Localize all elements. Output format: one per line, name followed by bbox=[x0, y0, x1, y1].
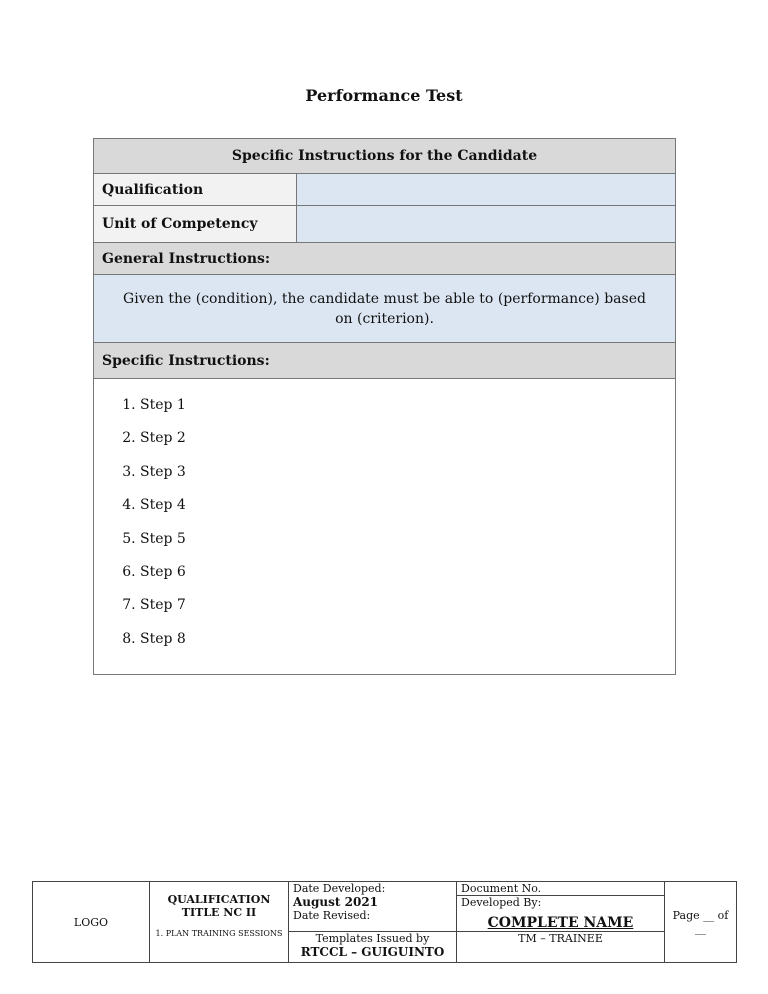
logo: LOGO bbox=[33, 882, 150, 963]
step-item: 7. Step 7 bbox=[140, 595, 675, 628]
step-item: 2. Step 2 bbox=[140, 428, 675, 461]
steps-cell bbox=[94, 379, 676, 675]
issued-by-label: Templates Issued by bbox=[289, 931, 456, 945]
steps-list bbox=[94, 379, 675, 674]
document-number-label: Document No. bbox=[457, 882, 664, 896]
document-info-block bbox=[457, 882, 665, 963]
document-footer bbox=[32, 881, 737, 963]
date-developed-value: August 2021 bbox=[293, 895, 379, 909]
step-item: 1. Step 1 bbox=[140, 395, 675, 428]
step-item: 3. Step 3 bbox=[140, 462, 675, 495]
step-item: 6. Step 6 bbox=[140, 562, 675, 595]
unit-of-competency-field[interactable] bbox=[297, 206, 676, 243]
unit-of-competency-label: Unit of Competency bbox=[94, 206, 297, 243]
date-revised-label: Date Revised: bbox=[293, 909, 371, 922]
issued-by-value: RTCCL – GUIGUINTO bbox=[300, 945, 445, 959]
table-header: Specific Instructions for the Candidate bbox=[94, 139, 676, 174]
step-item: 5. Step 5 bbox=[140, 529, 675, 562]
specific-instructions-label: Specific Instructions: bbox=[94, 343, 676, 379]
qualification-label: Qualification bbox=[94, 174, 297, 206]
page-number: Page __ of __ bbox=[665, 882, 737, 963]
date-developed-label: Date Developed: bbox=[293, 882, 386, 895]
step-item: 4. Step 4 bbox=[140, 495, 675, 528]
qualification-title: QUALIFICATION TITLE NC II bbox=[167, 893, 271, 919]
general-instructions-label: General Instructions: bbox=[94, 243, 676, 275]
qualification-field[interactable] bbox=[297, 174, 676, 206]
page-title: Performance Test bbox=[305, 86, 463, 105]
qualification-subtitle: 1. PLAN TRAINING SESSIONS bbox=[155, 929, 283, 938]
instructions-table bbox=[93, 138, 676, 675]
step-item: 8. Step 8 bbox=[140, 629, 675, 662]
developer-name: COMPLETE NAME bbox=[487, 915, 634, 931]
developer-role: TM – TRAINEE bbox=[457, 931, 664, 945]
developed-by-label: Developed By: bbox=[461, 896, 542, 909]
dates-block bbox=[289, 882, 457, 963]
qualification-block bbox=[150, 882, 289, 963]
general-instructions-text: Given the (condition), the candidate must be able to (performance) based on (criterion). bbox=[94, 275, 676, 343]
